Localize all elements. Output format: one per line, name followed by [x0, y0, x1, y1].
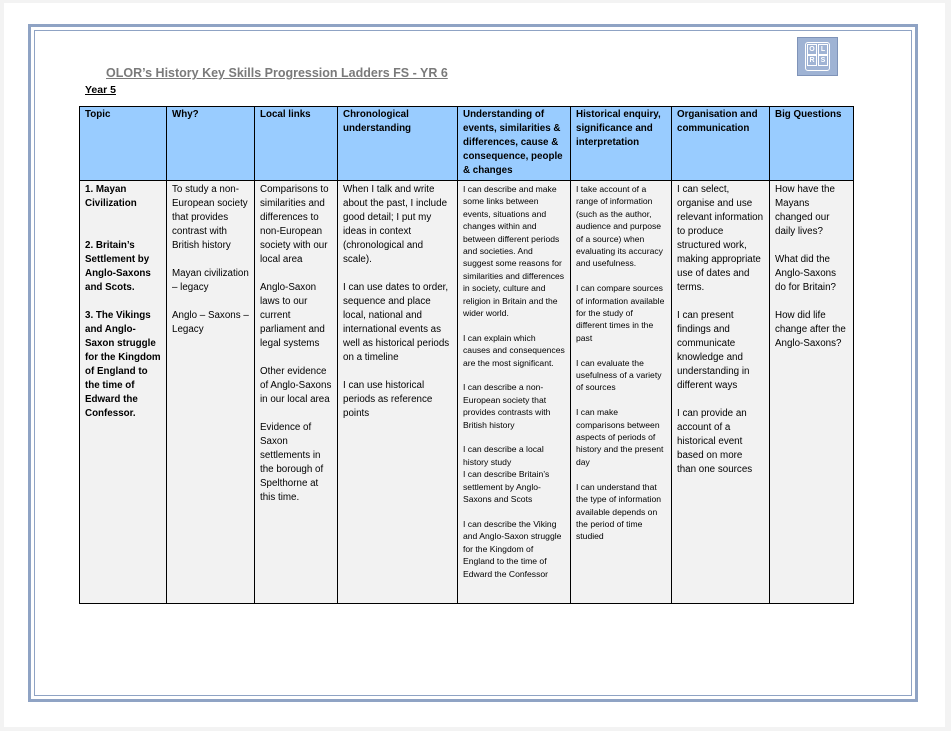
enquiry-item: I take account of a range of information (such as the author, audience and purpose of a source) when evaluating its accuracy and usefulness. [576, 184, 663, 269]
why-cell [167, 181, 255, 604]
header-understanding: Understanding of events, similarities & differences, cause & consequence, people & changes [458, 107, 571, 181]
local-link-item: Anglo-Saxon laws to our current parliament and legal systems [260, 282, 325, 349]
skills-table [79, 106, 854, 604]
header-big-questions: Big Questions [770, 107, 854, 181]
table-header-row [80, 107, 854, 181]
big-question-item: How did life change after the Anglo-Saxons? [775, 310, 846, 349]
year-heading: Year 5 [85, 84, 116, 96]
topic-item: 2. Britain’s Settlement by Anglo-Saxons and Scots. [85, 240, 151, 293]
enquiry-item: I can make comparisons between aspects of periods of history and the present day [576, 407, 664, 467]
enquiry-cell [571, 181, 672, 604]
topic-item: 3. The Vikings and Anglo-Saxon struggle for the Kingdom of England to the time of Edward the Confessor. [85, 310, 161, 419]
understanding-item: I can explain which causes and consequences are the most significant. [463, 332, 565, 368]
header-organisation: Organisation and communication [672, 107, 770, 181]
logo-letter: S [818, 55, 828, 66]
header-chronological: Chronological understanding [338, 107, 458, 181]
local-link-item: Evidence of Saxon settlements in the borough of Spelthorne at this time. [260, 422, 324, 503]
header-enquiry: Historical enquiry, significance and interpretation [571, 107, 672, 181]
why-item: Mayan civilization – legacy [172, 268, 249, 293]
chronological-cell [338, 181, 458, 604]
big-questions-cell [770, 181, 854, 604]
organisation-item: I can present findings and communicate knowledge and understanding in different ways [677, 310, 750, 391]
understanding-item: I can describe a non-European society that provides contrasts with British history [463, 382, 551, 430]
chronological-item: I can use dates to order, sequence and place local, national and international events as well as historical periods on a timeline [343, 282, 450, 363]
logo-letter: O [807, 44, 817, 55]
local-links-cell [255, 181, 338, 604]
understanding-item: I can describe and make some links between events, situations and changes within and between different periods and societies. And suggest some reasons for similarities and differences in society, culture and religion in Britain and the wider world. [463, 184, 565, 319]
organisation-item: I can select, organise and use relevant information to produce structured work, making appropriate use of dates and terms. [677, 184, 764, 293]
why-item: Anglo – Saxons – Legacy [172, 310, 249, 335]
enquiry-item: I can evaluate the usefulness of a variety of sources [576, 357, 662, 393]
header-topic: Topic [80, 107, 167, 181]
topic-item: 1. Mayan Civilization [85, 184, 137, 209]
organisation-item: I can provide an account of a historical event based on more than one sources [677, 408, 753, 475]
understanding-item: I can describe the Viking and Anglo-Saxon struggle for the Kingdom of England to the time of Edward the Confessor [463, 518, 562, 579]
local-link-item: Comparisons to similarities and differences to non-European society with our local area [260, 184, 329, 265]
school-logo [797, 37, 838, 76]
logo-letter: L [818, 44, 828, 55]
chronological-item: When I talk and write about the past, I include good detail; I put my ideas in context (chronological and scale). [343, 184, 448, 265]
understanding-item: I can describe a local history study [463, 444, 544, 467]
table-row [80, 181, 854, 604]
chronological-item: I can use historical periods as reference points [343, 380, 433, 419]
big-question-item: What did the Anglo-Saxons do for Britain? [775, 254, 836, 293]
big-question-item: How have the Mayans changed our daily lives? [775, 184, 835, 237]
why-item: To study a non-European society that provides contrast with British history [172, 184, 248, 251]
enquiry-item: I can understand that the type of information available depends on the period of time studied [576, 481, 662, 542]
document-title: OLOR’s History Key Skills Progression Ladders FS - YR 6 [106, 66, 448, 80]
local-link-item: Other evidence of Anglo-Saxons in our local area [260, 366, 332, 405]
header-local-links: Local links [255, 107, 338, 181]
enquiry-item: I can compare sources of information available for the study of different times in the past [576, 283, 665, 343]
understanding-item: I can describe Britain’s settlement by Anglo-Saxons and Scots [463, 469, 550, 505]
logo-letter: R [807, 55, 817, 66]
topics-cell [80, 181, 167, 604]
understanding-cell [458, 181, 571, 604]
organisation-cell [672, 181, 770, 604]
header-why: Why? [167, 107, 255, 181]
